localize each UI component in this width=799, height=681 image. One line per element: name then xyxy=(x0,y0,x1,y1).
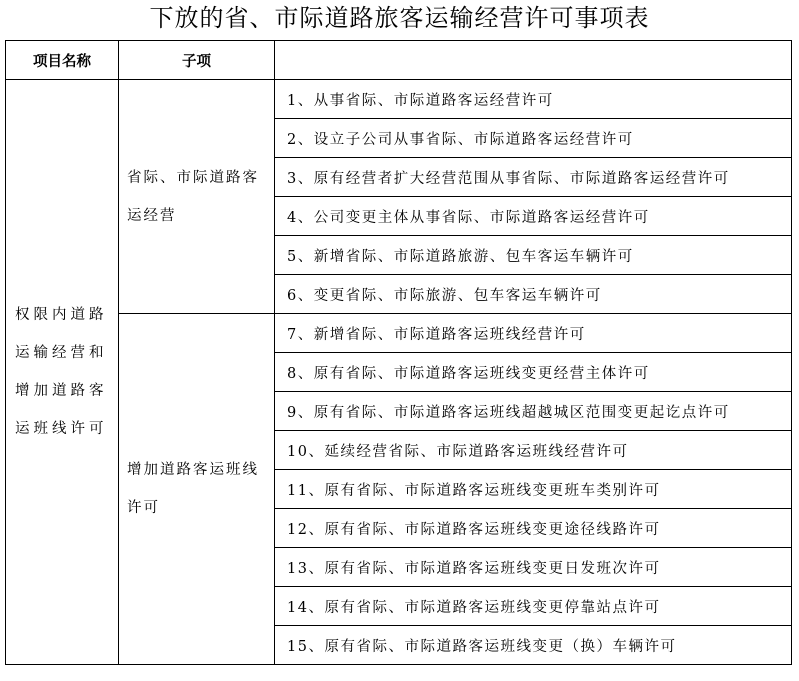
permit-item-cell: 11、原有省际、市际道路客运班线变更班车类别许可 xyxy=(275,470,792,509)
permit-item-cell: 6、变更省际、市际旅游、包车客运车辆许可 xyxy=(275,275,792,314)
permit-item-cell: 8、原有省际、市际道路客运班线变更经营主体许可 xyxy=(275,353,792,392)
permit-item-cell: 4、公司变更主体从事省际、市际道路客运经营许可 xyxy=(275,197,792,236)
permit-item-cell: 7、新增省际、市际道路客运班线经营许可 xyxy=(275,314,792,353)
subitem-cell: 增加道路客运班线许可 xyxy=(119,314,275,665)
permit-item-cell: 10、延续经营省际、市际道路客运班线经营许可 xyxy=(275,431,792,470)
permit-item-cell: 14、原有省际、市际道路客运班线变更停靠站点许可 xyxy=(275,587,792,626)
permit-item-cell: 9、原有省际、市际道路客运班线超越城区范围变更起讫点许可 xyxy=(275,392,792,431)
project-name-cell: 权限内道路运输经营和增加道路客运班线许可 xyxy=(6,80,119,665)
permit-item-cell: 13、原有省际、市际道路客运班线变更日发班次许可 xyxy=(275,548,792,587)
header-detail xyxy=(275,41,792,80)
permit-item-cell: 2、设立子公司从事省际、市际道路客运经营许可 xyxy=(275,119,792,158)
subitem-cell: 省际、市际道路客运经营 xyxy=(119,80,275,314)
permit-item-cell: 3、原有经营者扩大经营范围从事省际、市际道路客运经营许可 xyxy=(275,158,792,197)
table-row xyxy=(6,314,792,353)
permit-item-cell: 1、从事省际、市际道路客运经营许可 xyxy=(275,80,792,119)
table-row xyxy=(6,80,792,119)
table-body xyxy=(6,41,792,665)
header-subitem: 子项 xyxy=(119,41,275,80)
header-project-name: 项目名称 xyxy=(6,41,119,80)
permit-item-cell: 12、原有省际、市际道路客运班线变更途径线路许可 xyxy=(275,509,792,548)
permit-table xyxy=(5,40,792,665)
page-title: 下放的省、市际道路旅客运输经营许可事项表 xyxy=(149,4,650,32)
permit-item-cell: 15、原有省际、市际道路客运班线变更（换）车辆许可 xyxy=(275,626,792,665)
permit-item-cell: 5、新增省际、市际道路旅游、包车客运车辆许可 xyxy=(275,236,792,275)
table-header-row xyxy=(6,41,792,80)
